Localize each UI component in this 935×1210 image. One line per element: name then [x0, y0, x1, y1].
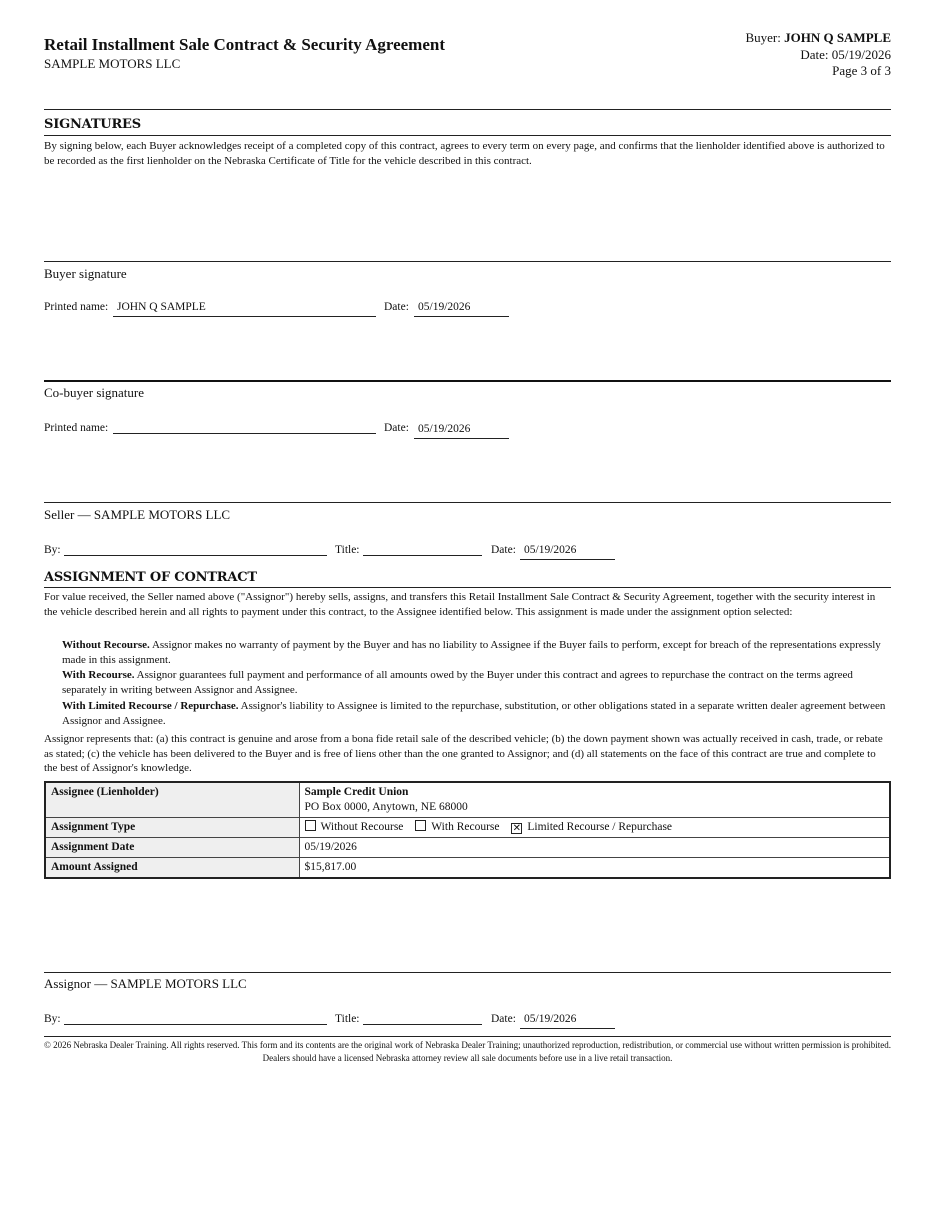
signatures-intro: By signing below, each Buyer acknowledges receipt of a completed copy of this contract, agrees to every term on every page, and confirms that the lienholder identified above is authorized to be recorded as the first lienholder on the Nebraska Certificate of Title for the vehicle described in this contract. — [44, 140, 885, 167]
assignment-heading: ASSIGNMENT OF CONTRACT — [44, 570, 257, 585]
option-limited-recourse — [62, 699, 891, 728]
seller-signature-line[interactable] — [44, 502, 891, 503]
option-text: Assignor makes no warranty of payment by the Buyer and has no liability to Assignee if the Buyer fails to perform, except for breach of the representations expressly made in this assignment. — [62, 639, 881, 666]
date-label: Date: — [491, 1013, 516, 1025]
cobuyer-printed-name-field[interactable] — [113, 417, 376, 434]
checkbox-icon[interactable] — [305, 820, 316, 831]
checkbox-label: Limited Recourse / Repurchase — [527, 821, 673, 833]
copyright-footer: © 2026 Nebraska Dealer Training. All rights reserved. This form and its contents are the original work of Nebraska Dealer Training; unauthorized reproduction, redistribution, or commercial use without written permission is prohibited. Dealers should have a licensed Nebraska attorney review all sale documents before use in a live retail transaction. — [44, 1040, 891, 1063]
document-title: Retail Installment Sale Contract & Security Agreement — [44, 35, 445, 54]
footer-divider — [44, 1036, 891, 1037]
buyer-line — [745, 30, 891, 47]
section-divider — [44, 109, 891, 110]
table-row — [45, 782, 890, 818]
printed-name-label: Printed name: — [44, 422, 109, 434]
cobuyer-date-field[interactable]: 05/19/2026 — [414, 422, 509, 439]
assignor-by-field[interactable] — [64, 1008, 327, 1025]
date-label: Date: — [384, 422, 409, 434]
checkbox-icon[interactable] — [415, 820, 426, 831]
page-number: Page 3 of 3 — [832, 63, 891, 78]
assignor-signature-line[interactable] — [44, 972, 891, 973]
option-name: With Limited Recourse / Repurchase. — [62, 700, 239, 712]
option-name: With Recourse. — [62, 669, 135, 681]
checkbox-with-recourse[interactable] — [415, 821, 499, 833]
assignor-title-field[interactable] — [363, 1008, 482, 1025]
signatures-heading: SIGNATURES — [44, 117, 141, 132]
checked-box-icon[interactable]: ✕ — [512, 823, 522, 834]
by-label: By: — [44, 544, 61, 556]
buyer-label: Buyer: — [745, 30, 781, 45]
assignor-signature-caption: Assignor — SAMPLE MOTORS LLC — [44, 976, 247, 991]
checkbox-without-recourse[interactable] — [305, 821, 404, 833]
seller-by-row — [0, 542, 935, 564]
assignment-type-value — [299, 818, 890, 838]
assignee-address: PO Box 0000, Anytown, NE 68000 — [304, 801, 468, 813]
assignee-name: Sample Credit Union — [304, 786, 409, 798]
option-name: Without Recourse. — [62, 639, 150, 651]
assignor-by-row — [0, 1011, 935, 1033]
assignee-value — [299, 782, 890, 818]
buyer-signature-line[interactable] — [44, 261, 891, 262]
date-label: Date: — [384, 301, 409, 313]
header-meta — [745, 30, 891, 80]
buyer-signature-caption: Buyer signature — [44, 266, 127, 281]
table-row — [45, 818, 890, 838]
assignor-representations: Assignor represents that: (a) this contract is genuine and arose from a bona fide retail sale of the described vehicle; (b) the down payment shown was actually received in cash, trade, or rebate as stated; (c) the vehicle has been delivered to the Buyer and is free of liens other than the one granted to Assignor; and (d) all statements on the face of this contract are true and complete to the best of Assignor's knowledge. — [44, 733, 883, 775]
dealer-name: SAMPLE MOTORS LLC — [44, 56, 181, 71]
amount-assigned-value: $15,817.00 — [299, 858, 890, 879]
checkbox-label: Without Recourse — [320, 821, 404, 833]
heading-underline — [44, 135, 891, 136]
option-with-recourse — [62, 668, 891, 697]
title-label: Title: — [335, 1013, 360, 1025]
assignor-date-field[interactable]: 05/19/2026 — [520, 1012, 615, 1029]
by-label: By: — [44, 1013, 61, 1025]
checkbox-label: With Recourse — [431, 821, 500, 833]
buyer-printed-name-field[interactable]: JOHN Q SAMPLE — [113, 300, 376, 317]
assignment-type-label: Assignment Type — [45, 818, 299, 838]
buyer-date-field[interactable]: 05/19/2026 — [414, 300, 509, 317]
seller-title-field[interactable] — [363, 539, 482, 556]
seller-by-field[interactable] — [64, 539, 327, 556]
buyer-printed-row — [0, 299, 935, 321]
printed-name-label: Printed name: — [44, 301, 109, 313]
assignee-label: Assignee (Lienholder) — [45, 782, 299, 818]
table-row — [45, 838, 890, 858]
assignment-table — [44, 781, 891, 879]
date-label: Date: — [491, 544, 516, 556]
buyer-name: JOHN Q SAMPLE — [784, 30, 891, 45]
header-date: Date: 05/19/2026 — [800, 46, 891, 62]
seller-date-field[interactable]: 05/19/2026 — [520, 543, 615, 560]
option-text: Assignor guarantees full payment and performance of all amounts owed by the Buyer under this contract and agrees to repurchase the contract on the terms agreed separately in writing between Assignor and Assignee. — [62, 669, 853, 696]
cobuyer-signature-caption: Co-buyer signature — [44, 385, 145, 400]
cobuyer-printed-row — [0, 420, 935, 442]
checkbox-limited-recourse[interactable] — [511, 821, 672, 833]
option-text: Assignor's liability to Assignee is limited to the repurchase, substitution, or other obligations stated in a separate written dealer agreement between Assignor and Assignee. — [62, 700, 886, 727]
cobuyer-signature-line[interactable] — [44, 380, 891, 382]
assignment-date-label: Assignment Date — [45, 838, 299, 858]
heading-underline — [44, 587, 891, 588]
amount-assigned-label: Amount Assigned — [45, 858, 299, 879]
title-label: Title: — [335, 544, 360, 556]
seller-signature-caption: Seller — SAMPLE MOTORS LLC — [44, 507, 231, 522]
table-row — [45, 858, 890, 879]
assignment-intro: For value received, the Seller named above ("Assignor") hereby sells, assigns, and transfers this Retail Installment Sale Contract & Security Agreement, together with the security interest in the vehicle described herein and all rights to payment under this contract, to the Assignee identified below. This assignment is made under the assignment option selected: — [44, 591, 876, 618]
option-without-recourse — [62, 638, 891, 667]
assignment-date-value: 05/19/2026 — [299, 838, 890, 858]
